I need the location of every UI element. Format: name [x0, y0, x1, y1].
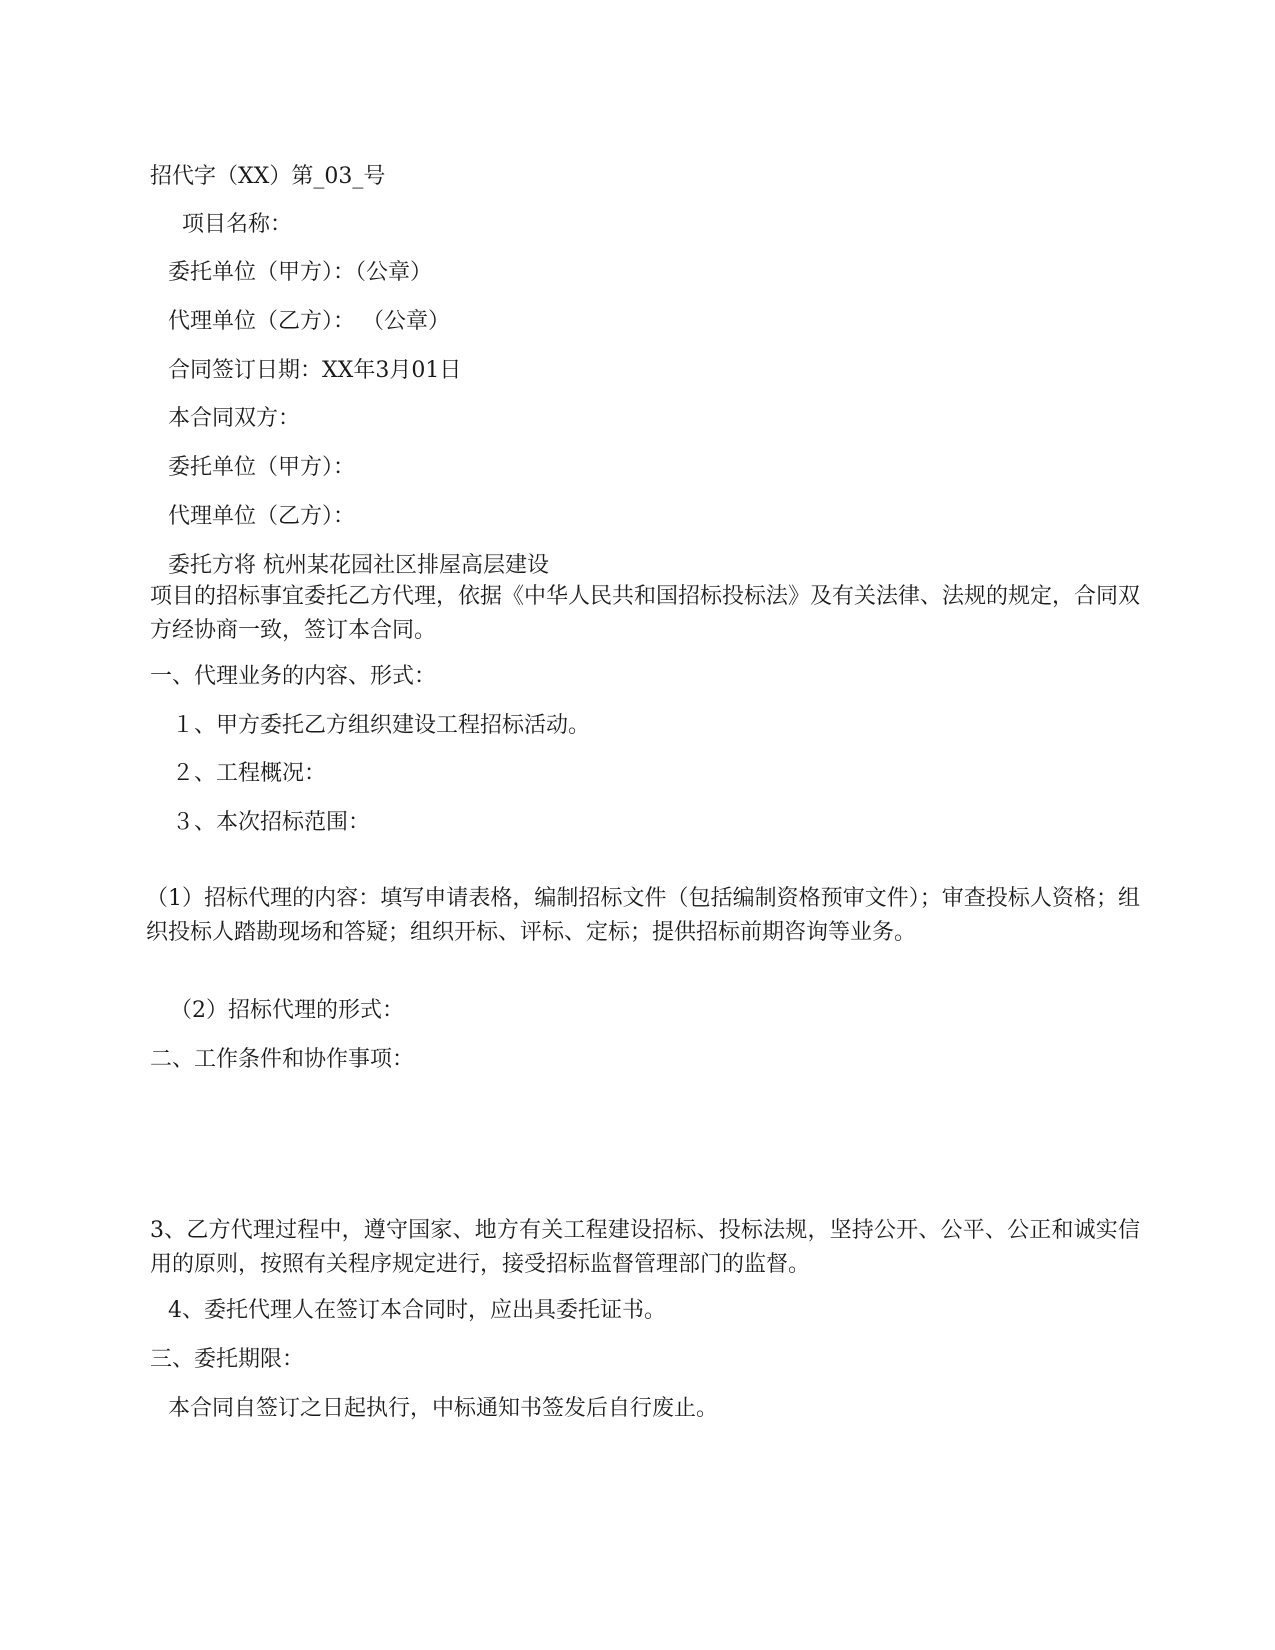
- section-2-item-3-paragraph: 3、乙方代理过程中，遵守国家、地方有关工程建设招标、投标法规，坚持公开、公平、公正和诚实信用的原则，按照有关程序规定进行，接受招标监督管理部门的监督。: [150, 1218, 1140, 1277]
- sign-date-line: 合同签订日期：XX年3月01日: [168, 358, 462, 383]
- item-1: １、甲方委托乙方组织建设工程招标活动。: [172, 713, 591, 738]
- item-3: ３、本次招标范围：: [172, 810, 371, 835]
- sub-item-2: （2）招标代理的形式：: [170, 998, 404, 1023]
- intro-paragraph: 项目的招标事宜委托乙方代理，依据《中华人民共和国招标投标法》及有关法律、法规的规定，合同双方经协商一致，签订本合同。: [150, 584, 1141, 643]
- client-seal-line: 委托单位（甲方）：（公章）: [168, 260, 433, 285]
- intro-first-line: 委托方将 杭州某花园社区排屋高层建设: [168, 553, 549, 578]
- client-line: 委托单位（甲方）：: [168, 455, 356, 480]
- agent-line: 代理单位（乙方）：: [168, 504, 356, 529]
- term-text: 本合同自签订之日起执行，中标通知书签发后自行废止。: [168, 1396, 719, 1421]
- reference-number: 招代字（XX）第_03_号: [150, 164, 386, 189]
- parties-title: 本合同双方：: [168, 406, 301, 431]
- section-2-item-4: 4、委托代理人在签订本合同时，应出具委托证书。: [168, 1298, 666, 1323]
- item-2: ２、工程概况：: [172, 761, 327, 786]
- section-1-heading: 一、代理业务的内容、形式：: [150, 664, 437, 689]
- section-2-heading: 二、工作条件和协作事项：: [150, 1047, 415, 1072]
- sub-item-1-paragraph: （1）招标代理的内容：填写申请表格，编制招标文件（包括编制资格预审文件）；审查投标人资格；组织投标人踏勘现场和答疑；组织开标、评标、定标；提供招标前期咨询等业务。: [146, 886, 1140, 945]
- section-3-heading: 三、委托期限：: [150, 1347, 305, 1372]
- project-name-label: 项目名称：: [182, 212, 293, 237]
- agent-seal-line: 代理单位（乙方）： （公章）: [168, 309, 450, 334]
